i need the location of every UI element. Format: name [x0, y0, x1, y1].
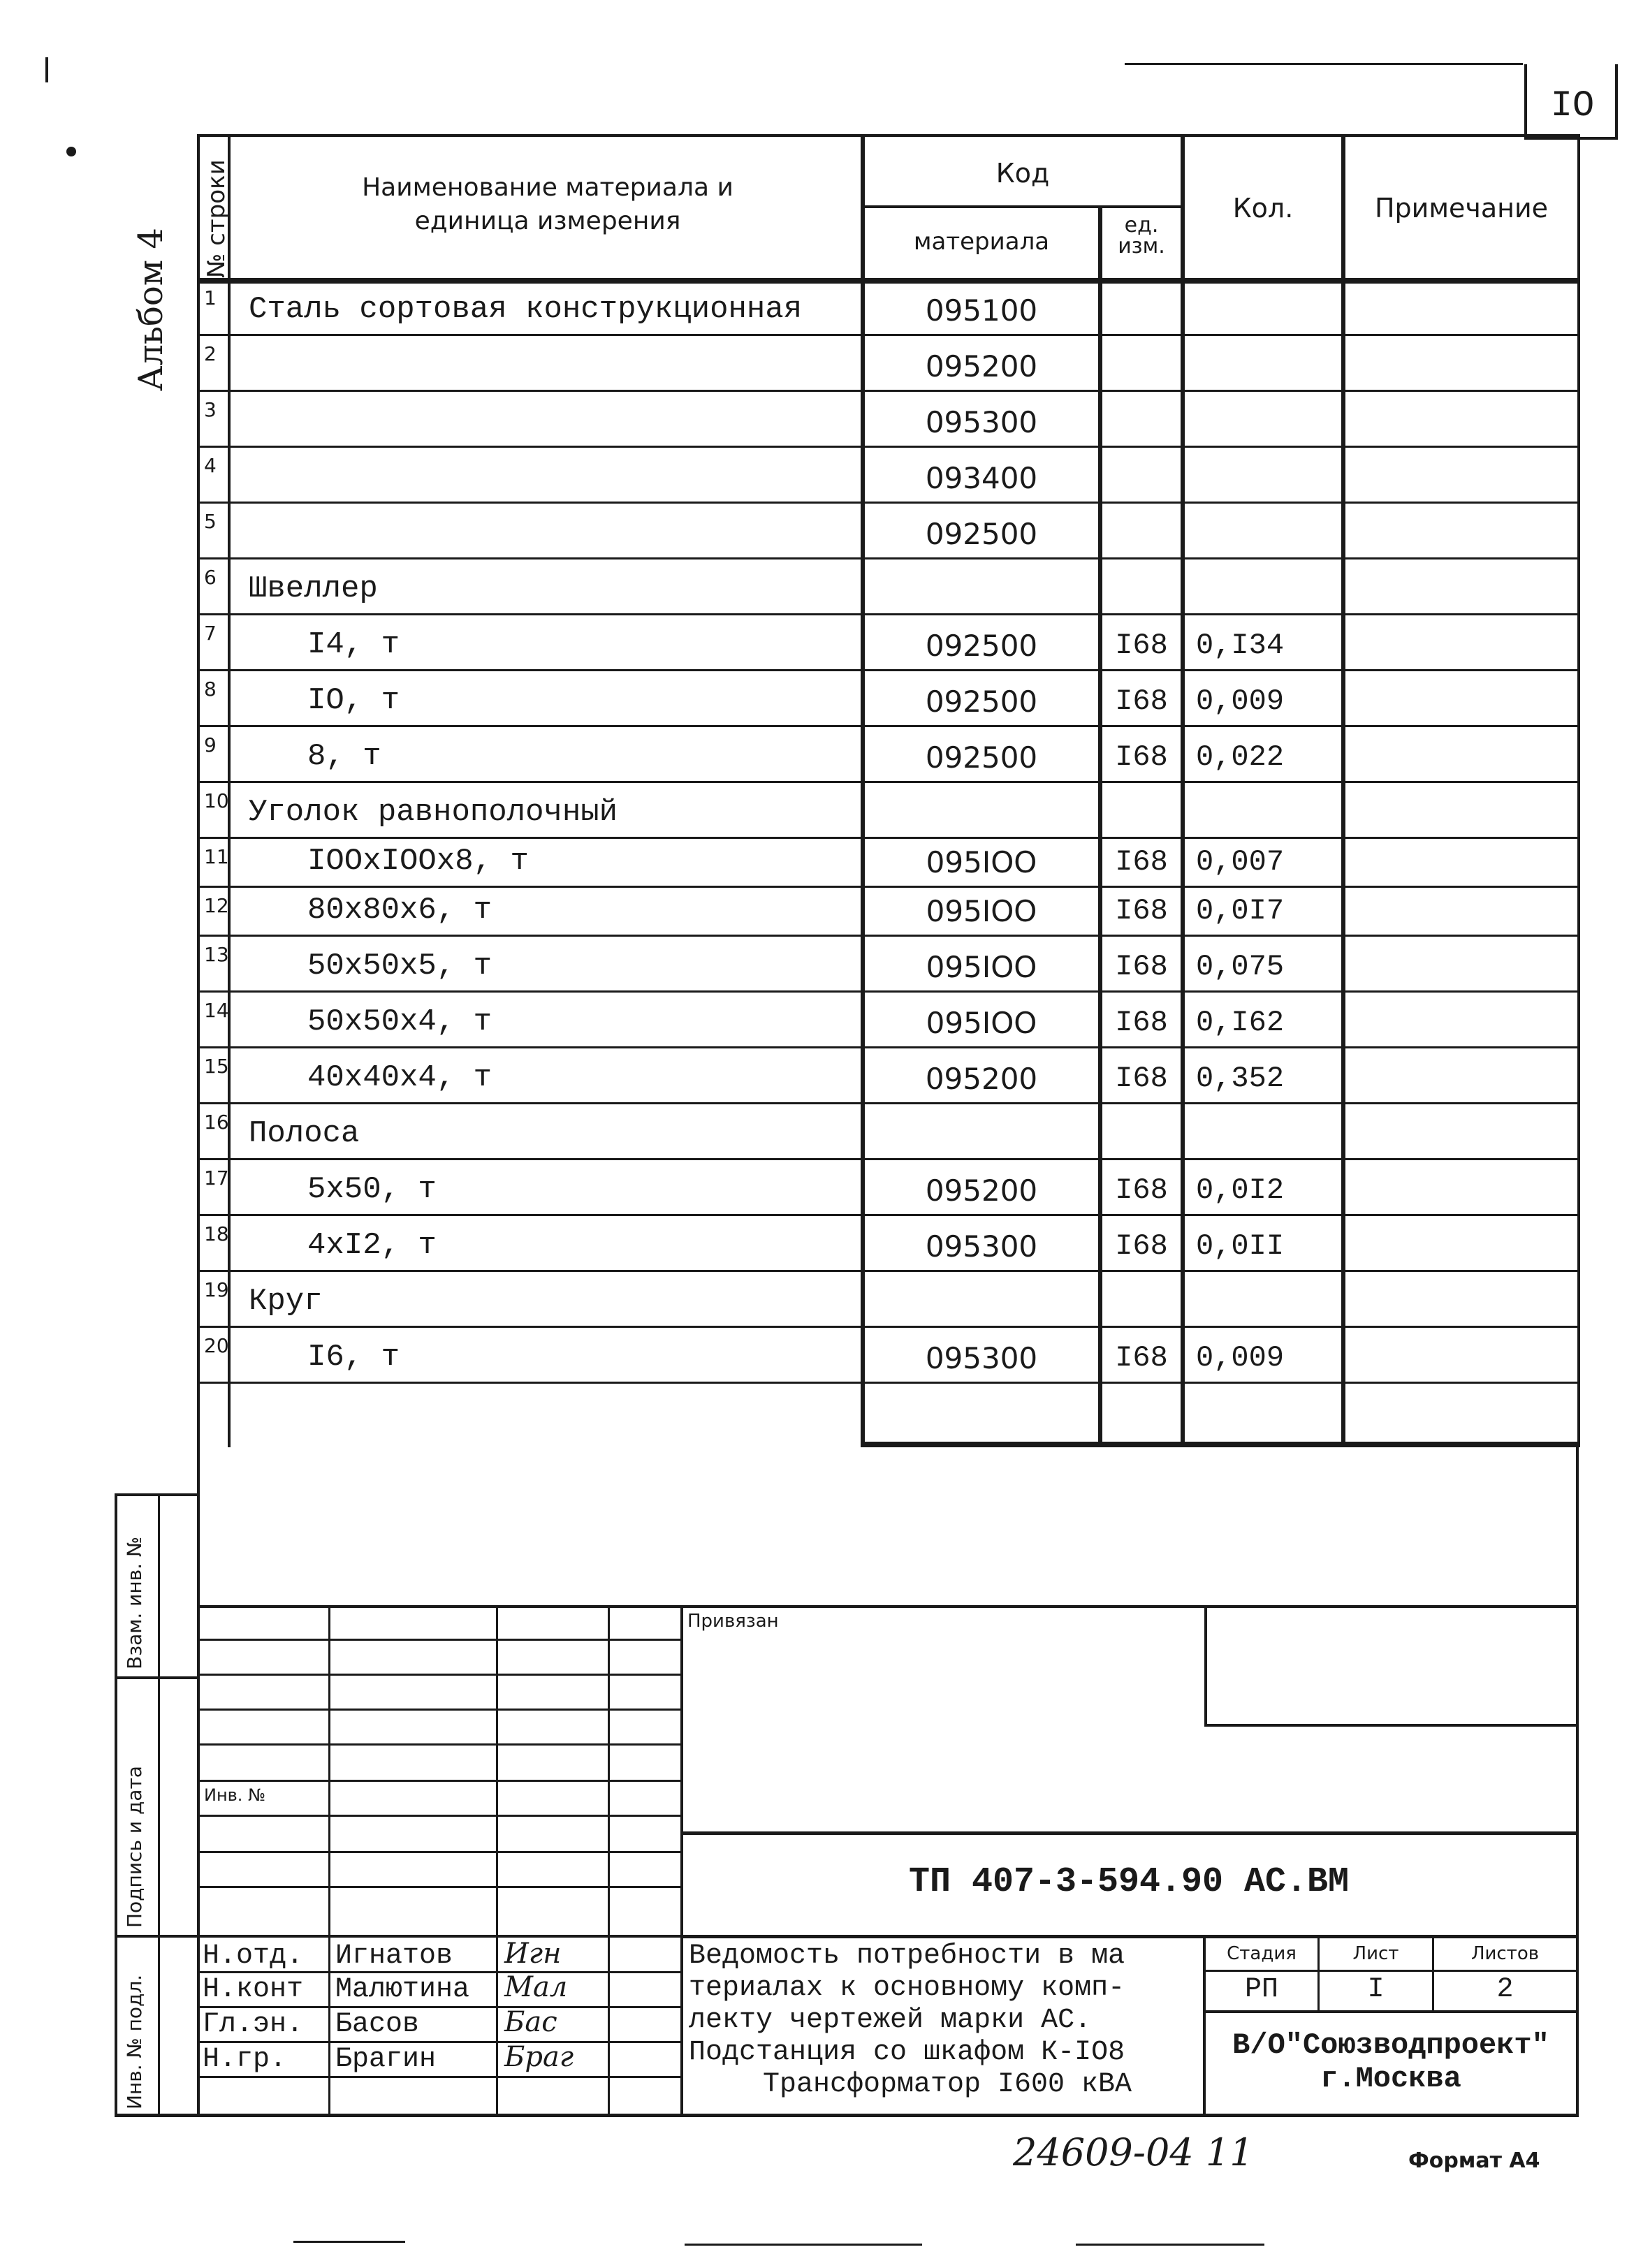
header-code-rule	[861, 205, 1183, 208]
sheets-label: Листов	[1470, 1943, 1540, 1964]
format-label: Формат А4	[1408, 2149, 1540, 2173]
lower-frame-bottom	[115, 2114, 1579, 2117]
row-code: 095IOO	[926, 950, 1037, 984]
row-number: 4	[204, 454, 217, 477]
side-strip-mid	[158, 1493, 160, 2116]
row-rule	[197, 1326, 1580, 1328]
row-unit: I68	[1115, 1173, 1168, 1207]
row-qty: 0,009	[1196, 1341, 1285, 1375]
tb-col-1	[328, 1605, 330, 2115]
margin-mark	[45, 57, 48, 82]
lower-frame-right	[1576, 1446, 1579, 2116]
description-line-4: Подстанция со шкафом К-IO8	[689, 2037, 1125, 2068]
row-rule	[197, 837, 1580, 839]
row-material-name: I6, т	[307, 1340, 400, 1375]
row-code: 095200	[925, 1062, 1038, 1096]
row-qty: 0,022	[1196, 740, 1285, 774]
header-material-name: Наименование материала и	[362, 173, 733, 202]
side-label-inv: Инв. № подл.	[123, 1974, 146, 2109]
row-unit: I68	[1115, 1062, 1168, 1095]
row-material-name: 50x50x5, т	[307, 949, 492, 983]
frame-right	[1577, 134, 1580, 1447]
row-code: 095200	[925, 1173, 1038, 1208]
doc-code: ТП 407-3-594.90 АС.ВМ	[908, 1862, 1350, 1902]
description-line-3: лекту чертежей марки АС.	[689, 2005, 1092, 2036]
row-number: 6	[204, 566, 217, 589]
signer-name: Басов	[335, 2009, 420, 2040]
tb-r8	[200, 1886, 680, 1888]
row-material-name: 40x40x4, т	[307, 1060, 492, 1095]
tb-r2	[200, 1674, 680, 1676]
row-number: 2	[204, 342, 217, 365]
row-rule	[197, 390, 1580, 392]
row-code: 095IOO	[926, 1006, 1037, 1040]
signature: Игн	[504, 1938, 562, 1970]
footer-stamp: 24609-04 11	[1013, 2130, 1254, 2174]
header-qty: Кол.	[1232, 193, 1294, 224]
row-qty: 0,007	[1196, 845, 1285, 879]
row-rule	[197, 1382, 1580, 1384]
row-qty: 0,0I2	[1196, 1173, 1285, 1207]
row-code: 092500	[925, 629, 1038, 663]
row-material-name: 5x50, т	[307, 1172, 437, 1207]
bottom-mark-2	[685, 2244, 922, 2246]
sheet-number: IO	[1550, 85, 1595, 126]
description-line-2: териалах к основному комп-	[689, 1973, 1125, 2004]
side-strip-sep1	[115, 1676, 200, 1679]
tb-top-rule	[200, 1605, 1576, 1608]
row-rule	[197, 725, 1580, 727]
row-rule	[197, 1270, 1580, 1272]
row-number: 1	[204, 286, 217, 309]
header-code: Код	[995, 158, 1050, 189]
tb-privyazan-bottom	[1207, 1724, 1576, 1727]
row-number: 9	[204, 733, 217, 756]
row-unit: I68	[1115, 845, 1168, 879]
row-rule	[197, 1158, 1580, 1160]
row-number: 7	[204, 622, 217, 645]
row-rule	[197, 334, 1580, 336]
row-qty: 0,009	[1196, 685, 1285, 718]
sheet-box-bottom	[1524, 137, 1616, 140]
sheet-box-right	[1615, 64, 1618, 140]
tb-r12	[200, 2041, 680, 2043]
row-material-name: 4xI2, т	[307, 1228, 437, 1263]
header-row-no: № строки	[203, 159, 231, 278]
row-qty: 0,0I7	[1196, 894, 1285, 928]
row-code: 095IOO	[926, 894, 1037, 928]
row-material-name: 8, т	[307, 739, 381, 774]
row-qty: 0,I34	[1196, 629, 1285, 662]
tb-privyazan-sep	[1204, 1605, 1207, 1727]
tb-r11	[200, 2006, 680, 2008]
tb-code-bottom	[682, 1935, 1576, 1938]
row-number: 14	[204, 999, 229, 1022]
row-material-name: Полоса	[249, 1116, 360, 1151]
description-line-1: Ведомость потребности в ма	[689, 1940, 1125, 1972]
row-material-name: Круг	[249, 1284, 323, 1319]
sheet-value: I	[1367, 1974, 1385, 2005]
row-code: 092500	[925, 517, 1038, 551]
col-sep-unit	[1181, 134, 1185, 1447]
frame-top	[197, 134, 1580, 137]
row-number: 8	[204, 678, 217, 701]
frame-left	[197, 134, 200, 1447]
row-material-name: IOOxIOOx8, т	[307, 844, 529, 879]
row-qty: 0,0II	[1196, 1229, 1285, 1263]
row-unit: I68	[1115, 1341, 1168, 1375]
row-number: 15	[204, 1055, 229, 1078]
row-material-name: Швеллер	[249, 571, 378, 606]
row-material-name: 50x50x4, т	[307, 1004, 492, 1039]
row-rule	[197, 613, 1580, 615]
row-code: 095300	[925, 405, 1038, 439]
row-code: 095200	[925, 349, 1038, 383]
signer-name: Малютина	[335, 1974, 470, 2005]
data-bottom-rule	[861, 1442, 1580, 1447]
tb-r6	[200, 1815, 680, 1817]
side-label-vzam: Взам. инв. №	[123, 1536, 146, 1669]
row-rule	[197, 990, 1580, 993]
row-number: 5	[204, 510, 217, 533]
row-rule	[197, 557, 1580, 559]
row-qty: 0,352	[1196, 1062, 1285, 1095]
tb-col-3	[608, 1605, 610, 2115]
bottom-mark-3	[1076, 2244, 1264, 2246]
side-label-podpis: Подпись и дата	[123, 1766, 146, 1928]
sheet-label: Лист	[1352, 1943, 1399, 1964]
row-unit: I68	[1115, 894, 1168, 928]
row-qty: 0,I62	[1196, 1006, 1285, 1039]
header-note: Примечание	[1374, 193, 1549, 224]
signature: Бас	[504, 2006, 557, 2038]
row-unit: I68	[1115, 685, 1168, 718]
row-code: 092500	[925, 685, 1038, 719]
row-code: 092500	[925, 740, 1038, 775]
side-strip-top	[115, 1493, 200, 1496]
description-line-5: Трансформатор I600 кВА	[762, 2069, 1132, 2100]
row-rule	[197, 886, 1580, 888]
description	[689, 1940, 1206, 2101]
row-unit: I68	[1115, 1229, 1168, 1263]
org-city: г.Москва	[1320, 2062, 1461, 2095]
row-number: 3	[204, 398, 217, 421]
header-code-material: материала	[913, 228, 1050, 256]
inv-no-label: Инв. №	[204, 1785, 266, 1805]
stage-label: Стадия	[1227, 1943, 1297, 1964]
signer-role: Н.гр.	[203, 2044, 287, 2075]
row-code: 095300	[925, 1341, 1038, 1375]
signature: Мал	[504, 1971, 568, 2003]
row-number: 11	[204, 845, 229, 868]
row-material-name: Сталь сортовая конструкционная	[249, 292, 803, 327]
album-label: Альбом 4	[131, 228, 170, 391]
header-bottom-rule	[197, 278, 1580, 284]
tb-r5	[200, 1780, 680, 1782]
side-strip-left	[115, 1493, 117, 2116]
sheet-box-left	[1524, 64, 1527, 140]
bottom-mark-1	[293, 2241, 405, 2243]
row-material-name: 80x80x6, т	[307, 893, 492, 928]
row-rule	[197, 1214, 1580, 1216]
row-unit: I68	[1115, 1006, 1168, 1039]
row-code: 095100	[925, 293, 1038, 328]
row-rule	[197, 1102, 1580, 1104]
tb-r7	[200, 1851, 680, 1853]
row-unit: I68	[1115, 740, 1168, 774]
tb-r13	[200, 2076, 680, 2078]
tb-r9	[200, 1935, 680, 1938]
row-rule	[197, 781, 1580, 783]
row-material-name: IO, т	[307, 683, 400, 718]
row-number: 16	[204, 1111, 229, 1134]
tb-r1	[200, 1639, 680, 1641]
header-material-name-2: единица измерения	[414, 207, 681, 235]
row-material-name: I4, т	[307, 627, 400, 662]
signature: Браг	[504, 2041, 574, 2073]
row-code: 095300	[925, 1229, 1038, 1264]
tb-col-4	[680, 1605, 683, 2115]
signer-role: Н.отд.	[203, 1940, 304, 1972]
top-rule	[1125, 63, 1523, 65]
row-rule	[197, 669, 1580, 671]
tb-stage-bottom	[1204, 2010, 1576, 2013]
row-rule	[197, 446, 1580, 448]
org-name: В/О"Союзводпроект"	[1232, 2028, 1549, 2062]
row-unit: I68	[1115, 629, 1168, 662]
row-number: 13	[204, 943, 229, 966]
row-number: 10	[204, 789, 229, 812]
row-unit: I68	[1115, 950, 1168, 983]
margin-dot	[66, 147, 76, 156]
col-sep-qty	[1341, 134, 1345, 1447]
row-code: 093400	[925, 461, 1038, 495]
header-code-unit: ед. изм.	[1118, 213, 1165, 258]
privyazan-label: Привязан	[687, 1611, 779, 1632]
tb-stage-mid	[1204, 1970, 1576, 1972]
sheets-value: 2	[1496, 1974, 1514, 2005]
row-rule	[197, 502, 1580, 504]
row-rule	[197, 935, 1580, 937]
tb-r3	[200, 1709, 680, 1711]
signer-role: Гл.эн.	[203, 2009, 304, 2040]
side-strip-sep2	[115, 1935, 200, 1938]
signer-name: Брагин	[335, 2044, 437, 2075]
row-rule	[197, 1046, 1580, 1048]
row-material-name: Уголок равнополочный	[249, 795, 618, 830]
signer-name: Игнатов	[335, 1940, 453, 1972]
signer-role: Н.конт	[203, 1974, 304, 2005]
row-number: 20	[204, 1334, 229, 1357]
row-number: 18	[204, 1222, 229, 1245]
row-qty: 0,075	[1196, 950, 1285, 983]
row-number: 12	[204, 894, 229, 917]
tb-r4	[200, 1743, 680, 1746]
tb-code-top	[682, 1831, 1576, 1835]
row-number: 17	[204, 1166, 229, 1190]
row-number: 19	[204, 1278, 229, 1301]
tb-col-2	[496, 1605, 498, 2115]
row-code: 095IOO	[926, 845, 1037, 879]
stage-value: РП	[1244, 1974, 1278, 2005]
